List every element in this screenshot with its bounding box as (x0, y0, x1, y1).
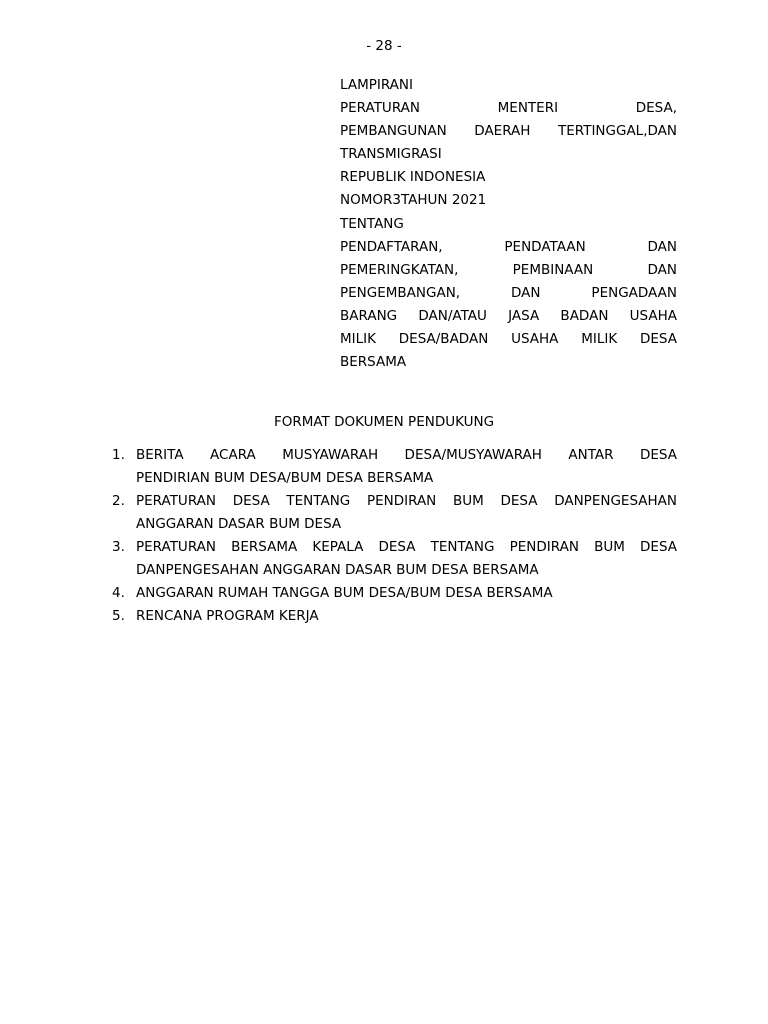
list-item (112, 536, 677, 582)
lampiran-line: PENDAFTARAN, PENDATAAN DAN (340, 238, 677, 255)
lampiran-line: MILIK DESA/BADAN USAHA MILIK DESA (340, 331, 677, 348)
lampiran-line: BERSAMA (340, 354, 407, 371)
list-item-number: 5. (112, 608, 125, 624)
list-item-text: PERATURAN BERSAMA KEPALA DESA TENTANG PENDIRAN BUM DESA (136, 539, 677, 555)
lampiran-line: REPUBLIK INDONESIA (340, 169, 486, 186)
list-item (112, 605, 677, 628)
document-list (112, 444, 677, 628)
lampiran-line: NOMOR3TAHUN 2021 (340, 192, 487, 209)
list-item-text: PENDIRIAN BUM DESA/BUM DESA BERSAMA (136, 470, 434, 486)
lampiran-line: TENTANG (340, 215, 404, 232)
lampiran-line: PEMERINGKATAN, PEMBINAAN DAN (340, 261, 677, 278)
list-item-number: 4. (112, 585, 125, 601)
list-item (112, 582, 677, 605)
list-item-text: RENCANA PROGRAM KERJA (136, 608, 319, 624)
list-item-number: 2. (112, 493, 125, 509)
lampiran-line: LAMPIRANI (340, 77, 413, 93)
lampiran-line: BARANG DAN/ATAU JASA BADAN USAHA (340, 307, 677, 324)
page-number-text: - 28 - (366, 38, 402, 54)
list-item-number: 1. (112, 447, 125, 463)
list-item-text: ANGGARAN RUMAH TANGGA BUM DESA/BUM DESA BERSAMA (136, 585, 553, 601)
document-title (0, 412, 768, 432)
lampiran-line: PEMBANGUNAN DAERAH TERTINGGAL,DAN (340, 123, 677, 140)
list-item-number: 3. (112, 539, 125, 555)
list-item-text: ANGGARAN DASAR BUM DESA (136, 516, 342, 532)
list-item-text: BERITA ACARA MUSYAWARAH DESA/MUSYAWARAH ANTAR DESA (136, 447, 677, 463)
list-item-text: DANPENGESAHAN ANGGARAN DASAR BUM DESA BERSAMA (136, 562, 539, 578)
list-item (112, 444, 677, 490)
list-item (112, 490, 677, 536)
lampiran-line: PENGEMBANGAN, DAN PENGADAAN (340, 284, 677, 301)
page-number (0, 37, 768, 55)
lampiran-line: PERATURAN MENTERI DESA, (340, 100, 677, 117)
list-item-text: PERATURAN DESA TENTANG PENDIRAN BUM DESA DANPENGESAHAN (136, 493, 677, 509)
document-title-text: FORMAT DOKUMEN PENDUKUNG (273, 414, 495, 430)
lampiran-line: TRANSMIGRASI (340, 146, 442, 163)
lampiran-block (340, 74, 677, 374)
